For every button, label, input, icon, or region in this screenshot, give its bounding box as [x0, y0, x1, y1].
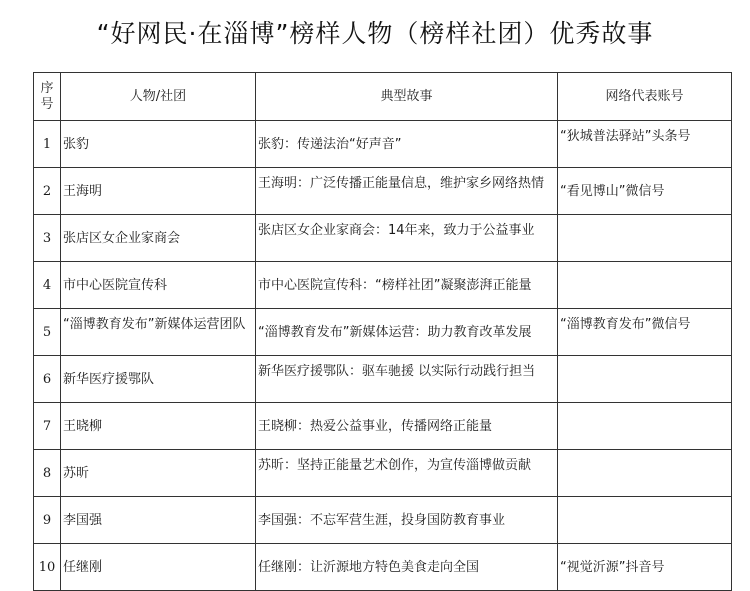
row-account: [558, 403, 732, 450]
row-story: 李国强：不忘军营生涯，投身国防教育事业: [256, 497, 558, 544]
table-row: [34, 262, 732, 309]
row-story: 张豹：传递法治“好声音”: [256, 121, 558, 168]
row-account: [558, 356, 732, 403]
stories-table: [33, 72, 732, 591]
table-row: [34, 215, 732, 262]
table-row: [34, 497, 732, 544]
row-number: 3: [34, 215, 61, 262]
row-name: 王晓柳: [61, 403, 256, 450]
row-number: 5: [34, 309, 61, 356]
header-account: 网络代表账号: [558, 73, 732, 121]
row-account: [558, 450, 732, 497]
row-account: “狄城普法驿站”头条号: [558, 121, 732, 168]
row-account: “淄博教育发布”微信号: [558, 309, 732, 356]
row-account: “看见博山”微信号: [558, 168, 732, 215]
table-row: [34, 403, 732, 450]
row-account: “视觉沂源”抖音号: [558, 544, 732, 591]
header-name: 人物/社团: [61, 73, 256, 121]
row-number: 9: [34, 497, 61, 544]
row-name: 苏昕: [61, 450, 256, 497]
row-story: 市中心医院宣传科：“榜样社团”凝聚澎湃正能量: [256, 262, 558, 309]
row-number: 8: [34, 450, 61, 497]
row-name: 市中心医院宣传科: [61, 262, 256, 309]
table-header-row: [34, 73, 732, 121]
table-row: [34, 121, 732, 168]
table-row: [34, 450, 732, 497]
row-account: [558, 215, 732, 262]
row-story: 张店区女企业家商会：14年来，致力于公益事业: [256, 215, 558, 262]
row-story: “淄博教育发布”新媒体运营：助力教育改革发展: [256, 309, 558, 356]
table-row: [34, 309, 732, 356]
row-name: 张店区女企业家商会: [61, 215, 256, 262]
row-name: 李国强: [61, 497, 256, 544]
row-number: 1: [34, 121, 61, 168]
row-story: 任继刚：让沂源地方特色美食走向全国: [256, 544, 558, 591]
row-name: 新华医疗援鄂队: [61, 356, 256, 403]
table-row: [34, 544, 732, 591]
row-story: 新华医疗援鄂队：驱车驰援 以实际行动践行担当: [256, 356, 558, 403]
row-number: 6: [34, 356, 61, 403]
row-number: 2: [34, 168, 61, 215]
row-name: 王海明: [61, 168, 256, 215]
row-number: 7: [34, 403, 61, 450]
row-number: 10: [34, 544, 61, 591]
row-name: “淄博教育发布”新媒体运营团队: [61, 309, 256, 356]
row-story: 王晓柳：热爱公益事业，传播网络正能量: [256, 403, 558, 450]
header-seq: 序号: [34, 73, 61, 121]
row-number: 4: [34, 262, 61, 309]
header-story: 典型故事: [256, 73, 558, 121]
row-name: 张豹: [61, 121, 256, 168]
table-row: [34, 356, 732, 403]
row-story: 苏昕：坚持正能量艺术创作，为宣传淄博做贡献: [256, 450, 558, 497]
row-name: 任继刚: [61, 544, 256, 591]
row-account: [558, 262, 732, 309]
row-account: [558, 497, 732, 544]
document-title: “好网民·在淄博”榜样人物（榜样社团）优秀故事: [96, 19, 654, 48]
row-story: 王海明：广泛传播正能量信息，维护家乡网络热情: [256, 168, 558, 215]
table-row: [34, 168, 732, 215]
